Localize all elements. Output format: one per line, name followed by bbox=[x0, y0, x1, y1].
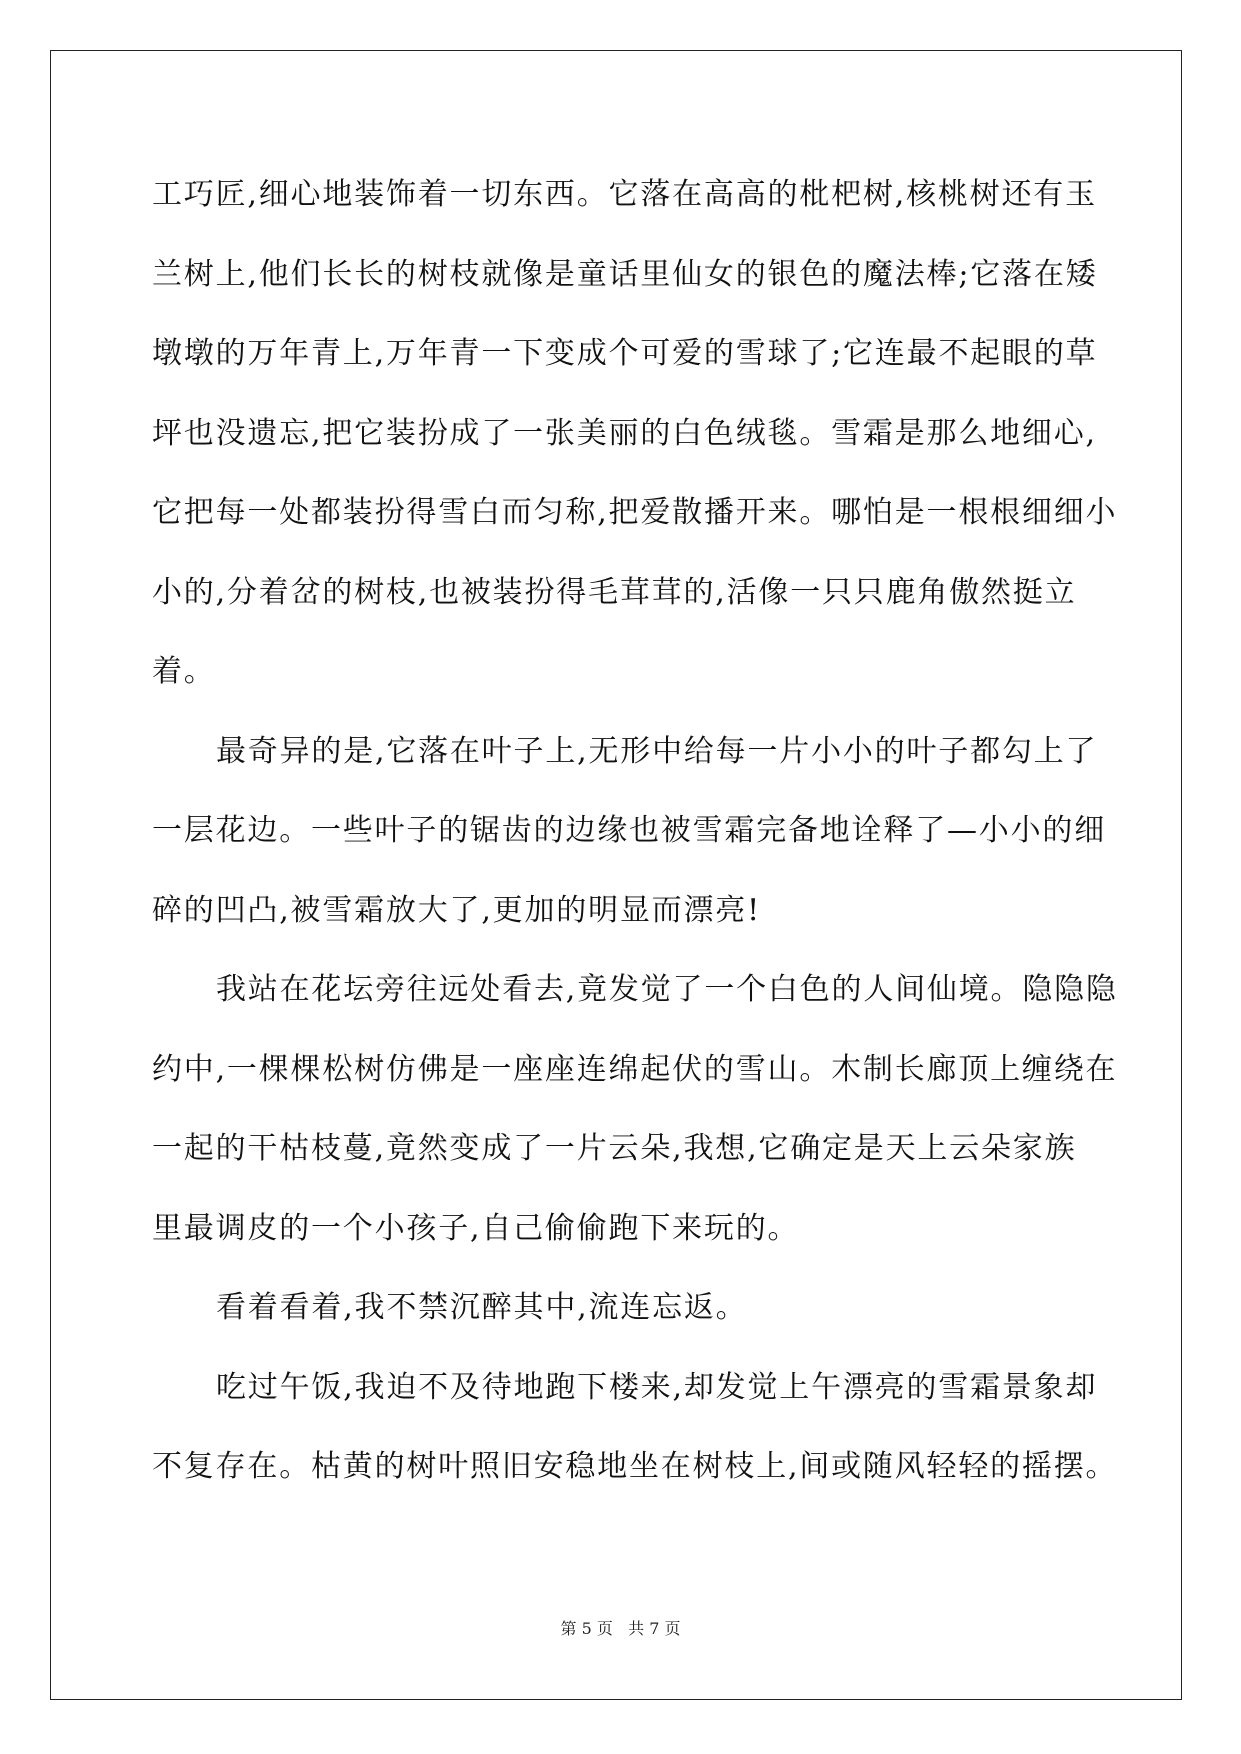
text-line: 里最调皮的一个小孩子,自己偷偷跑下来玩的。 bbox=[152, 1210, 800, 1246]
text-line: 一层花边。一些叶子的锯齿的边缘也被雪霜完备地诠释了—小小的细 bbox=[152, 813, 1106, 848]
paragraph-start-line: 我站在花坛旁往远处看去,竟发觉了一个白色的人间仙境。隐隐隐 bbox=[216, 972, 1118, 1007]
paragraph-start-line: 看着看着,我不禁沉醉其中,流连忘返。 bbox=[216, 1290, 748, 1325]
page-number-footer: 第 5 页 共 7 页 bbox=[560, 1619, 681, 1638]
text-line: 兰树上,他们长长的树枝就像是童话里仙女的银色的魔法棒;它落在矮 bbox=[152, 256, 1098, 292]
text-line: 小的,分着岔的树枝,也被装扮得毛茸茸的,活像一只只鹿角傲然挺立 bbox=[152, 574, 1077, 610]
text-line: 一起的干枯枝蔓,竟然变成了一片云朵,我想,它确定是天上云朵家族 bbox=[152, 1131, 1077, 1166]
text-line: 着。 bbox=[152, 654, 216, 689]
document-body bbox=[152, 160, 1118, 1512]
text-line: 约中,一棵棵松树仿佛是一座座连绵起伏的雪山。木制长廊顶上缠绕在 bbox=[152, 1051, 1118, 1087]
text-line: 碎的凹凸,被雪霜放大了,更加的明显而漂亮! bbox=[152, 892, 761, 928]
text-line: 它把每一处都装扮得雪白而匀称,把爱散播开来。哪怕是一根根细细小 bbox=[152, 495, 1118, 530]
paragraph-start-line: 吃过午饭,我迫不及待地跑下楼来,却发觉上午漂亮的雪霜景象却 bbox=[216, 1369, 1098, 1405]
text-line: 不复存在。枯黄的树叶照旧安稳地坐在树枝上,间或随风轻轻的摇摆。 bbox=[152, 1449, 1118, 1484]
text-line: 坪也没遗忘,把它装扮成了一张美丽的白色绒毯。雪霜是那么地细心, bbox=[152, 415, 1097, 451]
paragraph-start-line: 最奇异的是,它落在叶子上,无形中给每一片小小的叶子都勾上了 bbox=[216, 733, 1098, 769]
text-line: 工巧匠,细心地装饰着一切东西。它落在高高的枇杷树,核桃树还有玉 bbox=[152, 177, 1097, 212]
text-line: 墩墩的万年青上,万年青一下变成个可爱的雪球了;它连最不起眼的草 bbox=[152, 336, 1098, 371]
